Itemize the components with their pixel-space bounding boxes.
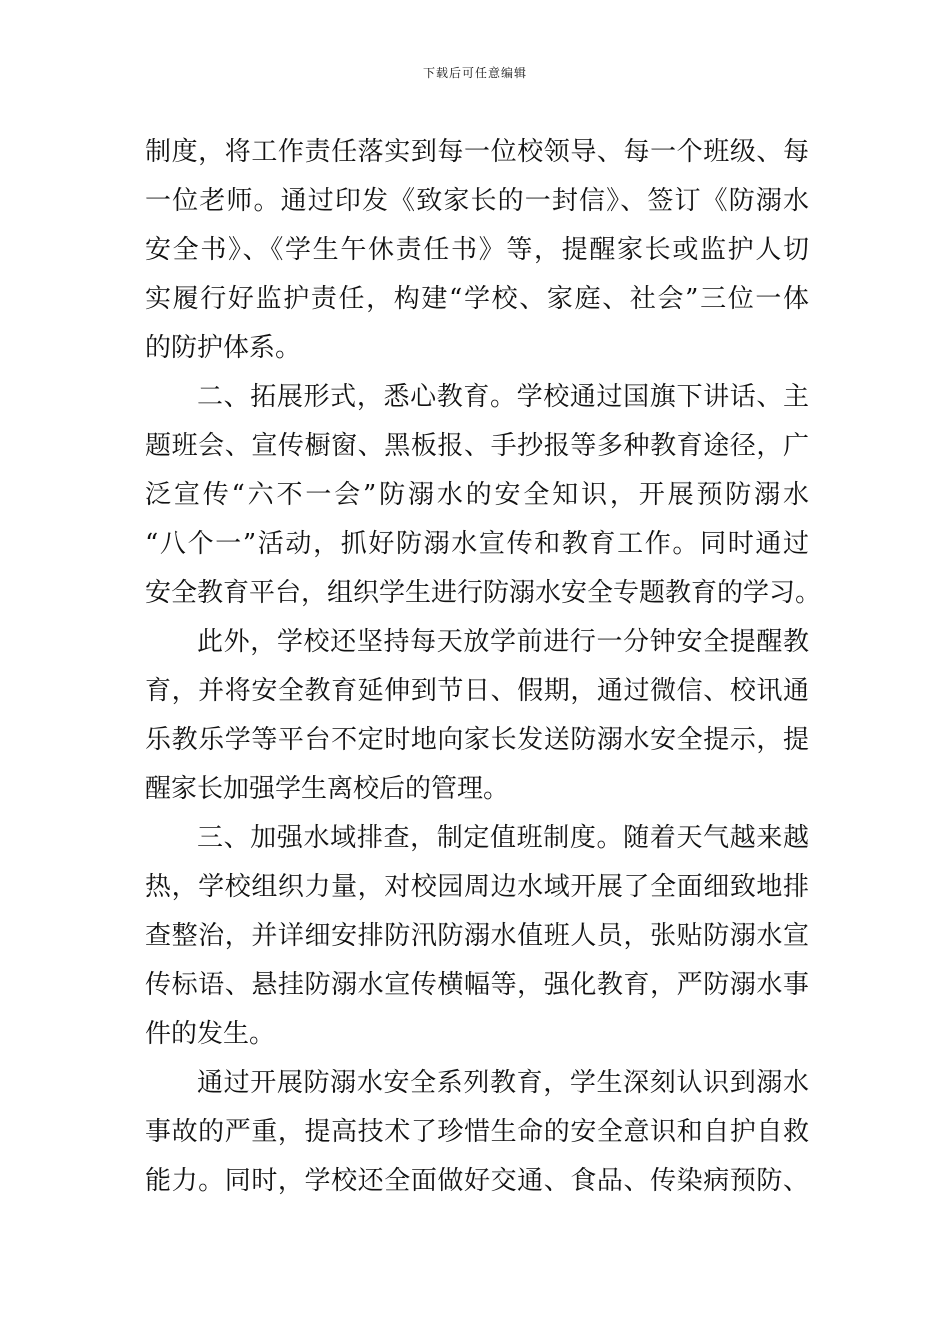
- text-line: 的防护体系。: [145, 333, 302, 363]
- text-line: 题班会、宣传橱窗、黑板报、手抄报等多种教育途径，广: [145, 431, 809, 461]
- text-line: 一位老师。通过印发《致家长的一封信》、签订《防溺水: [145, 186, 809, 216]
- text-line: 查整治，并详细安排防汛防溺水值班人员，张贴防溺水宣: [145, 921, 809, 951]
- text-line: 此外，学校还坚持每天放学前进行一分钟安全提醒教: [197, 627, 809, 657]
- page-header: 下载后可任意编辑: [422, 66, 527, 80]
- text-line: 事故的严重，提高技术了珍惜生命的安全意识和自护自救: [145, 1117, 809, 1147]
- text-line: 热，学校组织力量，对校园周边水域开展了全面细致地排: [145, 872, 809, 902]
- text-line: “八个一”活动，抓好防溺水宣传和教育工作。同时通过: [145, 529, 809, 559]
- text-line: 件的发生。: [145, 1019, 276, 1049]
- text-line: 乐教乐学等平台不定时地向家长发送防溺水安全提示，提: [145, 725, 809, 755]
- text-line: 实履行好监护责任，构建“学校、家庭、社会”三位一体: [145, 284, 809, 314]
- text-line: 泛宣传“六不一会”防溺水的安全知识，开展预防溺水: [145, 480, 809, 510]
- text-line: 能力。同时，学校还全面做好交通、食品、传染病预防、: [145, 1166, 809, 1196]
- text-line: 二、拓展形式，悉心教育。学校通过国旗下讲话、主: [197, 382, 809, 412]
- text-line: 通过开展防溺水安全系列教育，学生深刻认识到溺水: [197, 1068, 809, 1098]
- document-body: [145, 128, 822, 1206]
- text-line: 三、加强水域排查，制定值班制度。随着天气越来越: [197, 823, 809, 853]
- text-line: 育，并将安全教育延伸到节日、假期，通过微信、校讯通: [145, 676, 809, 706]
- text-line: 制度，将工作责任落实到每一位校领导、每一个班级、每: [145, 137, 809, 167]
- text-line: 安全书》、《学生午休责任书》等，提醒家长或监护人切: [145, 235, 809, 265]
- text-line: 安全教育平台，组织学生进行防溺水安全专题教育的学习。: [145, 578, 822, 608]
- text-line: 传标语、悬挂防溺水宣传横幅等，强化教育，严防溺水事: [145, 970, 809, 1000]
- text-line: 醒家长加强学生离校后的管理。: [145, 774, 510, 804]
